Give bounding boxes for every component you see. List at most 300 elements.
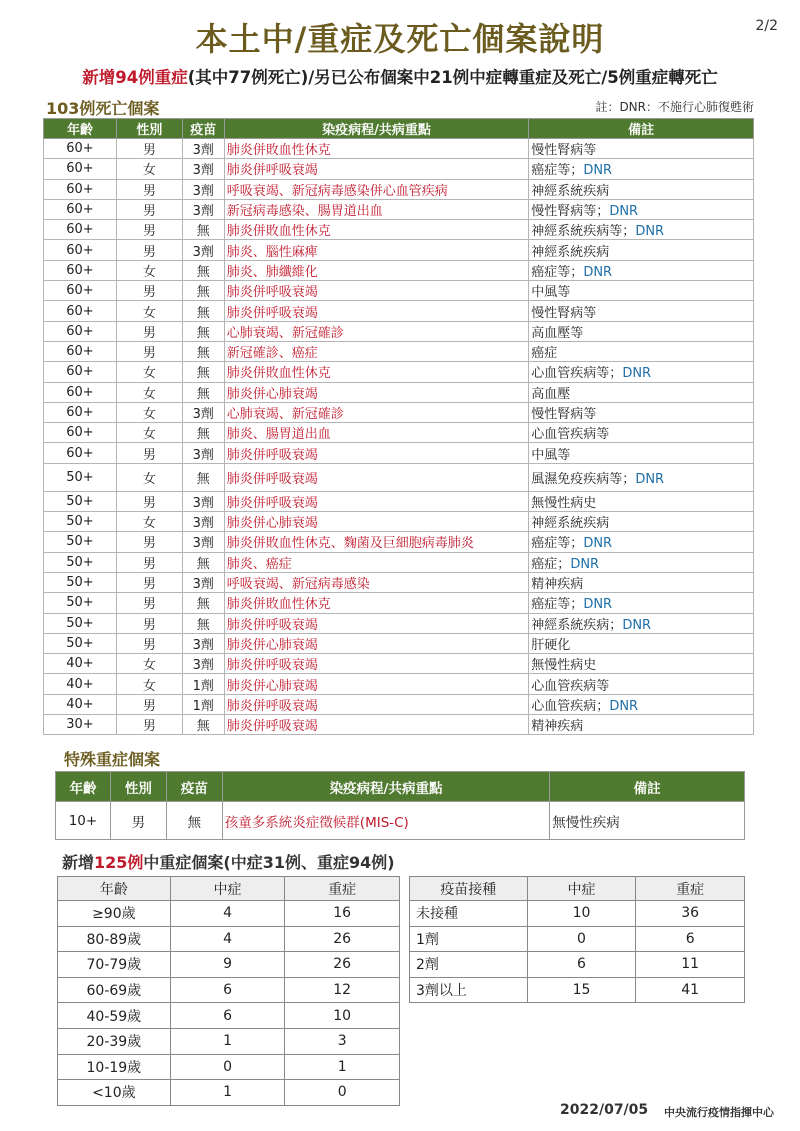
severe-count-cell: 0 xyxy=(285,1080,400,1106)
table-row xyxy=(58,1054,400,1080)
condition-cell: 新冠確診、癌症 xyxy=(224,341,529,361)
age-cell: 50+ xyxy=(44,593,117,613)
table-row xyxy=(44,552,754,572)
severe-count-cell: 1 xyxy=(285,1054,400,1080)
sex-cell: 男 xyxy=(116,593,182,613)
vaccine-cell: 3劑 xyxy=(182,159,224,179)
severe-count-cell: 6 xyxy=(636,926,745,952)
vaccine-cell: 1劑 xyxy=(182,674,224,694)
condition-cell: 孩童多系統炎症徵候群(MIS-C) xyxy=(222,802,549,840)
vaccine-cell: 無 xyxy=(182,260,224,280)
table-row xyxy=(410,977,745,1003)
condition-cell: 肺炎併呼吸衰竭 xyxy=(224,281,529,301)
sex-cell: 女 xyxy=(116,301,182,321)
special-table xyxy=(55,771,745,840)
table-row xyxy=(44,674,754,694)
age-cell: 60+ xyxy=(44,139,117,159)
vaccine-cell: 無 xyxy=(182,341,224,361)
condition-cell: 肺炎併呼吸衰竭 xyxy=(224,715,529,735)
sex-cell: 男 xyxy=(116,220,182,240)
condition-cell: 肺炎併呼吸衰竭 xyxy=(224,159,529,179)
severe-count-cell: 11 xyxy=(636,952,745,978)
remark-cell xyxy=(529,491,754,511)
deaths-table-header xyxy=(44,119,754,139)
sex-cell: 女 xyxy=(116,382,182,402)
condition-cell: 肺炎併呼吸衰竭 xyxy=(224,491,529,511)
age-cell: 60+ xyxy=(44,301,117,321)
remark-text: 心血管疾病等； xyxy=(531,366,623,382)
header-cell: 中症 xyxy=(527,877,636,901)
table-row xyxy=(58,926,400,952)
remark-cell xyxy=(529,552,754,572)
sex-cell: 男 xyxy=(116,199,182,219)
vaccine-cell: 3劑 xyxy=(182,240,224,260)
remark-text: 癌症等； xyxy=(531,264,584,280)
sex-cell: 女 xyxy=(116,159,182,179)
condition-cell: 肺炎併敗血性休克 xyxy=(224,362,529,382)
header-cell: 備註 xyxy=(529,119,754,139)
remark-text: 心血管疾病； xyxy=(531,698,610,714)
table-row xyxy=(44,220,754,240)
vaccine-cell: 無 xyxy=(182,301,224,321)
remark-cell xyxy=(529,443,754,463)
page-number: 2/2 xyxy=(755,18,778,34)
subtitle-highlight: 新增94例重症 xyxy=(82,68,188,87)
table-row xyxy=(410,926,745,952)
age-group-cell: 10-19歲 xyxy=(58,1054,171,1080)
severe-count-cell: 36 xyxy=(636,901,745,927)
moderate-count-cell: 1 xyxy=(170,1080,285,1106)
severe-count-cell: 26 xyxy=(285,952,400,978)
moderate-count-cell: 6 xyxy=(170,977,285,1003)
table-row xyxy=(44,402,754,422)
age-cell: 60+ xyxy=(44,362,117,382)
deaths-section-title: 103例死亡個案 xyxy=(46,99,160,118)
table-row xyxy=(58,1028,400,1054)
sex-cell: 女 xyxy=(116,260,182,280)
remark-cell xyxy=(529,402,754,422)
moderate-count-cell: 0 xyxy=(170,1054,285,1080)
new-cases-title-post: 中重症個案(中症31例、重症94例) xyxy=(143,853,395,872)
remark-cell xyxy=(529,159,754,179)
table-row xyxy=(44,572,754,592)
table-row xyxy=(44,321,754,341)
remark-cell xyxy=(529,572,754,592)
remark-cell xyxy=(529,199,754,219)
age-cell: 30+ xyxy=(44,715,117,735)
moderate-count-cell: 10 xyxy=(527,901,636,927)
severe-count-cell: 41 xyxy=(636,977,745,1003)
vaccine-cell: 無 xyxy=(182,715,224,735)
remark-cell xyxy=(529,321,754,341)
header-cell: 重症 xyxy=(636,877,745,901)
remark-text: 無慢性病史 xyxy=(531,658,597,674)
age-group-cell: 70-79歲 xyxy=(58,952,171,978)
header-cell: 中症 xyxy=(170,877,285,901)
table-row xyxy=(44,179,754,199)
table-row xyxy=(44,341,754,361)
severe-count-cell: 26 xyxy=(285,926,400,952)
dnr-tag: DNR xyxy=(635,471,665,487)
remark-text: 慢性腎病等 xyxy=(531,407,597,422)
remark-cell xyxy=(529,715,754,735)
moderate-count-cell: 6 xyxy=(527,952,636,978)
vaccine-cell: 無 xyxy=(166,802,222,840)
vaccine-cell: 3劑 xyxy=(182,491,224,511)
vaccine-status-cell: 未接種 xyxy=(410,901,528,927)
remark-text: 高血壓 xyxy=(531,386,571,402)
age-group-cell: 60-69歲 xyxy=(58,977,171,1003)
remark-text: 神經系統疾病 xyxy=(531,244,610,260)
remark-cell xyxy=(529,423,754,443)
sex-cell: 女 xyxy=(116,402,182,422)
header-cell: 性別 xyxy=(116,119,182,139)
vaccine-cell: 無 xyxy=(182,423,224,443)
condition-cell: 心肺衰竭、新冠確診 xyxy=(224,321,529,341)
condition-cell: 肺炎併敗血性休克、麴菌及巨細胞病毒肺炎 xyxy=(224,532,529,552)
sex-cell: 男 xyxy=(110,802,166,840)
remark-text: 神經系統疾病 xyxy=(531,183,610,199)
remark-text: 癌症； xyxy=(531,556,571,572)
condition-cell: 肺炎、腦性麻痺 xyxy=(224,240,529,260)
table-row xyxy=(44,613,754,633)
table-row xyxy=(58,901,400,927)
remark-cell xyxy=(529,654,754,674)
moderate-count-cell: 0 xyxy=(527,926,636,952)
header-cell: 疫苗 xyxy=(166,772,222,802)
special-table-header xyxy=(56,772,745,802)
remark-cell xyxy=(529,139,754,159)
remark-cell xyxy=(529,512,754,532)
moderate-count-cell: 1 xyxy=(170,1028,285,1054)
header-cell: 備註 xyxy=(550,772,745,802)
condition-cell: 肺炎併呼吸衰竭 xyxy=(224,301,529,321)
remark-text: 慢性腎病等 xyxy=(531,143,597,159)
table-row xyxy=(44,463,754,491)
header-cell: 重症 xyxy=(285,877,400,901)
condition-cell: 肺炎、癌症 xyxy=(224,552,529,572)
table-row xyxy=(44,694,754,714)
age-cell: 60+ xyxy=(44,159,117,179)
remark-text: 癌症等； xyxy=(531,536,584,552)
sex-cell: 女 xyxy=(116,362,182,382)
table-row xyxy=(58,1003,400,1029)
remark-text: 中風等 xyxy=(531,447,571,463)
vaccine-cell: 無 xyxy=(182,220,224,240)
sex-cell: 男 xyxy=(116,694,182,714)
condition-cell: 肺炎併心肺衰竭 xyxy=(224,382,529,402)
sex-cell: 男 xyxy=(116,613,182,633)
remark-text: 肝硬化 xyxy=(531,637,571,653)
remark-cell xyxy=(529,613,754,633)
sex-cell: 男 xyxy=(116,139,182,159)
table-row xyxy=(58,977,400,1003)
vaccine-cell: 1劑 xyxy=(182,694,224,714)
age-cell: 40+ xyxy=(44,694,117,714)
dnr-tag: DNR xyxy=(635,224,665,240)
remark-cell xyxy=(529,532,754,552)
dnr-tag: DNR xyxy=(609,698,639,714)
age-stats-table xyxy=(57,876,400,1106)
table-row xyxy=(44,512,754,532)
table-row xyxy=(44,199,754,219)
remark-cell xyxy=(529,362,754,382)
age-cell: 60+ xyxy=(44,281,117,301)
sex-cell: 女 xyxy=(116,463,182,491)
header-cell: 染疫病程/共病重點 xyxy=(224,119,529,139)
remark-text: 神經系統疾病等； xyxy=(531,224,636,240)
condition-cell: 呼吸衰竭、新冠病毒感染 xyxy=(224,572,529,592)
condition-cell: 肺炎併敗血性休克 xyxy=(224,220,529,240)
condition-cell: 肺炎併呼吸衰竭 xyxy=(224,694,529,714)
age-cell: 60+ xyxy=(44,179,117,199)
remark-cell xyxy=(529,220,754,240)
remark-text: 中風等 xyxy=(531,285,571,301)
vaccine-cell: 3劑 xyxy=(182,139,224,159)
condition-cell: 肺炎併呼吸衰竭 xyxy=(224,654,529,674)
vaccine-stats-header xyxy=(410,877,745,901)
dnr-tag: DNR xyxy=(609,204,639,220)
dnr-tag: DNR xyxy=(570,556,600,572)
vaccine-cell: 3劑 xyxy=(182,199,224,219)
vaccine-status-cell: 2劑 xyxy=(410,952,528,978)
remark-cell: 無慢性疾病 xyxy=(550,802,745,840)
remark-text: 癌症 xyxy=(531,346,558,362)
age-cell: 60+ xyxy=(44,260,117,280)
sex-cell: 男 xyxy=(116,240,182,260)
subtitle-rest: (其中77例死亡)/另已公布個案中21例中症轉重症及死亡/5例重症轉死亡 xyxy=(187,68,718,87)
age-cell: 60+ xyxy=(44,382,117,402)
sex-cell: 男 xyxy=(116,443,182,463)
severe-count-cell: 3 xyxy=(285,1028,400,1054)
dnr-tag: DNR xyxy=(622,617,652,633)
age-group-cell: 40-59歲 xyxy=(58,1003,171,1029)
age-cell: 50+ xyxy=(44,463,117,491)
vaccine-status-cell: 3劑以上 xyxy=(410,977,528,1003)
table-row xyxy=(44,159,754,179)
sex-cell: 男 xyxy=(116,491,182,511)
age-group-cell: <10歲 xyxy=(58,1080,171,1106)
remark-text: 神經系統疾病 xyxy=(531,516,610,532)
sex-cell: 男 xyxy=(116,532,182,552)
remark-cell xyxy=(529,281,754,301)
remark-cell xyxy=(529,301,754,321)
age-cell: 50+ xyxy=(44,491,117,511)
header-cell: 染疫病程/共病重點 xyxy=(222,772,549,802)
sex-cell: 男 xyxy=(116,341,182,361)
header-cell: 性別 xyxy=(110,772,166,802)
vaccine-stats-table xyxy=(409,876,745,1003)
table-row xyxy=(44,362,754,382)
condition-cell: 肺炎、肺纖維化 xyxy=(224,260,529,280)
special-section-title: 特殊重症個案 xyxy=(64,750,161,769)
sex-cell: 男 xyxy=(116,572,182,592)
severe-count-cell: 10 xyxy=(285,1003,400,1029)
vaccine-cell: 無 xyxy=(182,321,224,341)
table-row xyxy=(44,423,754,443)
age-cell: 60+ xyxy=(44,423,117,443)
vaccine-cell: 3劑 xyxy=(182,179,224,199)
remark-cell xyxy=(529,382,754,402)
age-cell: 50+ xyxy=(44,512,117,532)
vaccine-cell: 3劑 xyxy=(182,402,224,422)
page-title: 本土中/重症及死亡個案說明 xyxy=(195,20,605,58)
remark-text: 高血壓等 xyxy=(531,325,584,341)
table-row xyxy=(44,593,754,613)
age-group-cell: 20-39歲 xyxy=(58,1028,171,1054)
subtitle xyxy=(0,64,800,88)
table-row xyxy=(44,301,754,321)
condition-cell: 肺炎併呼吸衰竭 xyxy=(224,463,529,491)
vaccine-cell: 無 xyxy=(182,362,224,382)
remark-text: 癌症等； xyxy=(531,597,584,613)
remark-text: 癌症等； xyxy=(531,163,584,179)
age-cell: 60+ xyxy=(44,321,117,341)
age-cell: 50+ xyxy=(44,633,117,653)
severe-count-cell: 16 xyxy=(285,901,400,927)
footer-org: 中央流行疫情指揮中心 xyxy=(664,1106,774,1119)
condition-cell: 肺炎併心肺衰竭 xyxy=(224,633,529,653)
new-cases-title xyxy=(62,850,395,873)
header-cell: 年齡 xyxy=(58,877,171,901)
table-row xyxy=(44,382,754,402)
severe-count-cell: 12 xyxy=(285,977,400,1003)
header-cell: 疫苗接種 xyxy=(410,877,528,901)
dnr-tag: DNR xyxy=(583,536,613,552)
table-row xyxy=(44,281,754,301)
age-cell: 40+ xyxy=(44,654,117,674)
remark-text: 心血管疾病等 xyxy=(531,678,610,694)
condition-cell: 肺炎併敗血性休克 xyxy=(224,593,529,613)
moderate-count-cell: 9 xyxy=(170,952,285,978)
sex-cell: 男 xyxy=(116,321,182,341)
dnr-tag: DNR xyxy=(583,163,613,179)
header-cell: 疫苗 xyxy=(182,119,224,139)
table-row xyxy=(44,240,754,260)
dnr-tag: DNR xyxy=(622,366,652,382)
condition-cell: 肺炎併心肺衰竭 xyxy=(224,674,529,694)
header-cell: 年齡 xyxy=(44,119,117,139)
remark-text: 神經系統疾病； xyxy=(531,617,623,633)
header-cell: 年齡 xyxy=(56,772,111,802)
table-row xyxy=(410,901,745,927)
table-row xyxy=(56,802,745,840)
sex-cell: 男 xyxy=(116,633,182,653)
age-group-cell: 80-89歲 xyxy=(58,926,171,952)
table-row xyxy=(44,654,754,674)
age-cell: 50+ xyxy=(44,532,117,552)
condition-cell: 肺炎、腸胃道出血 xyxy=(224,423,529,443)
footer-date: 2022/07/05 xyxy=(560,1102,649,1118)
vaccine-cell: 無 xyxy=(182,382,224,402)
age-cell: 60+ xyxy=(44,402,117,422)
vaccine-cell: 無 xyxy=(182,613,224,633)
table-row xyxy=(44,633,754,653)
deaths-table xyxy=(43,118,754,735)
vaccine-cell: 無 xyxy=(182,552,224,572)
table-row xyxy=(44,532,754,552)
age-cell: 50+ xyxy=(44,572,117,592)
remark-cell xyxy=(529,674,754,694)
moderate-count-cell: 15 xyxy=(527,977,636,1003)
remark-text: 風濕免疫疾病等； xyxy=(531,471,636,487)
vaccine-status-cell: 1劑 xyxy=(410,926,528,952)
vaccine-cell: 3劑 xyxy=(182,633,224,653)
age-cell: 60+ xyxy=(44,199,117,219)
sex-cell: 女 xyxy=(116,512,182,532)
remark-cell xyxy=(529,463,754,491)
age-cell: 60+ xyxy=(44,341,117,361)
remark-cell xyxy=(529,694,754,714)
age-cell: 50+ xyxy=(44,613,117,633)
table-row xyxy=(410,952,745,978)
condition-cell: 呼吸衰竭、新冠病毒感染併心血管疾病 xyxy=(224,179,529,199)
sex-cell: 男 xyxy=(116,715,182,735)
remark-cell xyxy=(529,240,754,260)
remark-cell xyxy=(529,179,754,199)
remark-text: 精神疾病 xyxy=(531,577,584,593)
age-cell: 50+ xyxy=(44,552,117,572)
age-group-cell: ≥90歲 xyxy=(58,901,171,927)
remark-text: 無慢性病史 xyxy=(531,495,597,511)
sex-cell: 男 xyxy=(116,281,182,301)
moderate-count-cell: 6 xyxy=(170,1003,285,1029)
condition-cell: 心肺衰竭、新冠確診 xyxy=(224,402,529,422)
age-cell: 60+ xyxy=(44,443,117,463)
vaccine-cell: 無 xyxy=(182,593,224,613)
table-row xyxy=(58,952,400,978)
vaccine-cell: 無 xyxy=(182,463,224,491)
new-cases-count: 125例 xyxy=(94,853,144,872)
condition-cell: 肺炎併心肺衰竭 xyxy=(224,512,529,532)
vaccine-cell: 3劑 xyxy=(182,532,224,552)
table-row xyxy=(44,715,754,735)
condition-cell: 肺炎併呼吸衰竭 xyxy=(224,613,529,633)
age-cell: 60+ xyxy=(44,240,117,260)
age-cell: 60+ xyxy=(44,220,117,240)
vaccine-cell: 3劑 xyxy=(182,512,224,532)
age-cell: 40+ xyxy=(44,674,117,694)
remark-cell xyxy=(529,341,754,361)
dnr-tag: DNR xyxy=(583,597,613,613)
sex-cell: 女 xyxy=(116,423,182,443)
sex-cell: 男 xyxy=(116,179,182,199)
dnr-tag: DNR xyxy=(583,264,613,280)
new-cases-title-pre: 新增 xyxy=(62,853,95,872)
table-row xyxy=(44,491,754,511)
moderate-count-cell: 4 xyxy=(170,926,285,952)
vaccine-cell: 無 xyxy=(182,281,224,301)
sex-cell: 女 xyxy=(116,654,182,674)
vaccine-cell: 3劑 xyxy=(182,654,224,674)
table-row xyxy=(44,139,754,159)
remark-cell xyxy=(529,593,754,613)
moderate-count-cell: 4 xyxy=(170,901,285,927)
remark-text: 心血管疾病等 xyxy=(531,427,610,443)
condition-cell: 新冠病毒感染、腸胃道出血 xyxy=(224,199,529,219)
sex-cell: 男 xyxy=(116,552,182,572)
remark-cell xyxy=(529,260,754,280)
table-row xyxy=(58,1080,400,1106)
sex-cell: 女 xyxy=(116,674,182,694)
vaccine-cell: 3劑 xyxy=(182,572,224,592)
age-cell: 10+ xyxy=(56,802,111,840)
table-row xyxy=(44,260,754,280)
table-row xyxy=(44,443,754,463)
dnr-note: 註：DNR：不施行心肺復甦術 xyxy=(595,100,754,114)
remark-cell xyxy=(529,633,754,653)
condition-cell: 肺炎併敗血性休克 xyxy=(224,139,529,159)
